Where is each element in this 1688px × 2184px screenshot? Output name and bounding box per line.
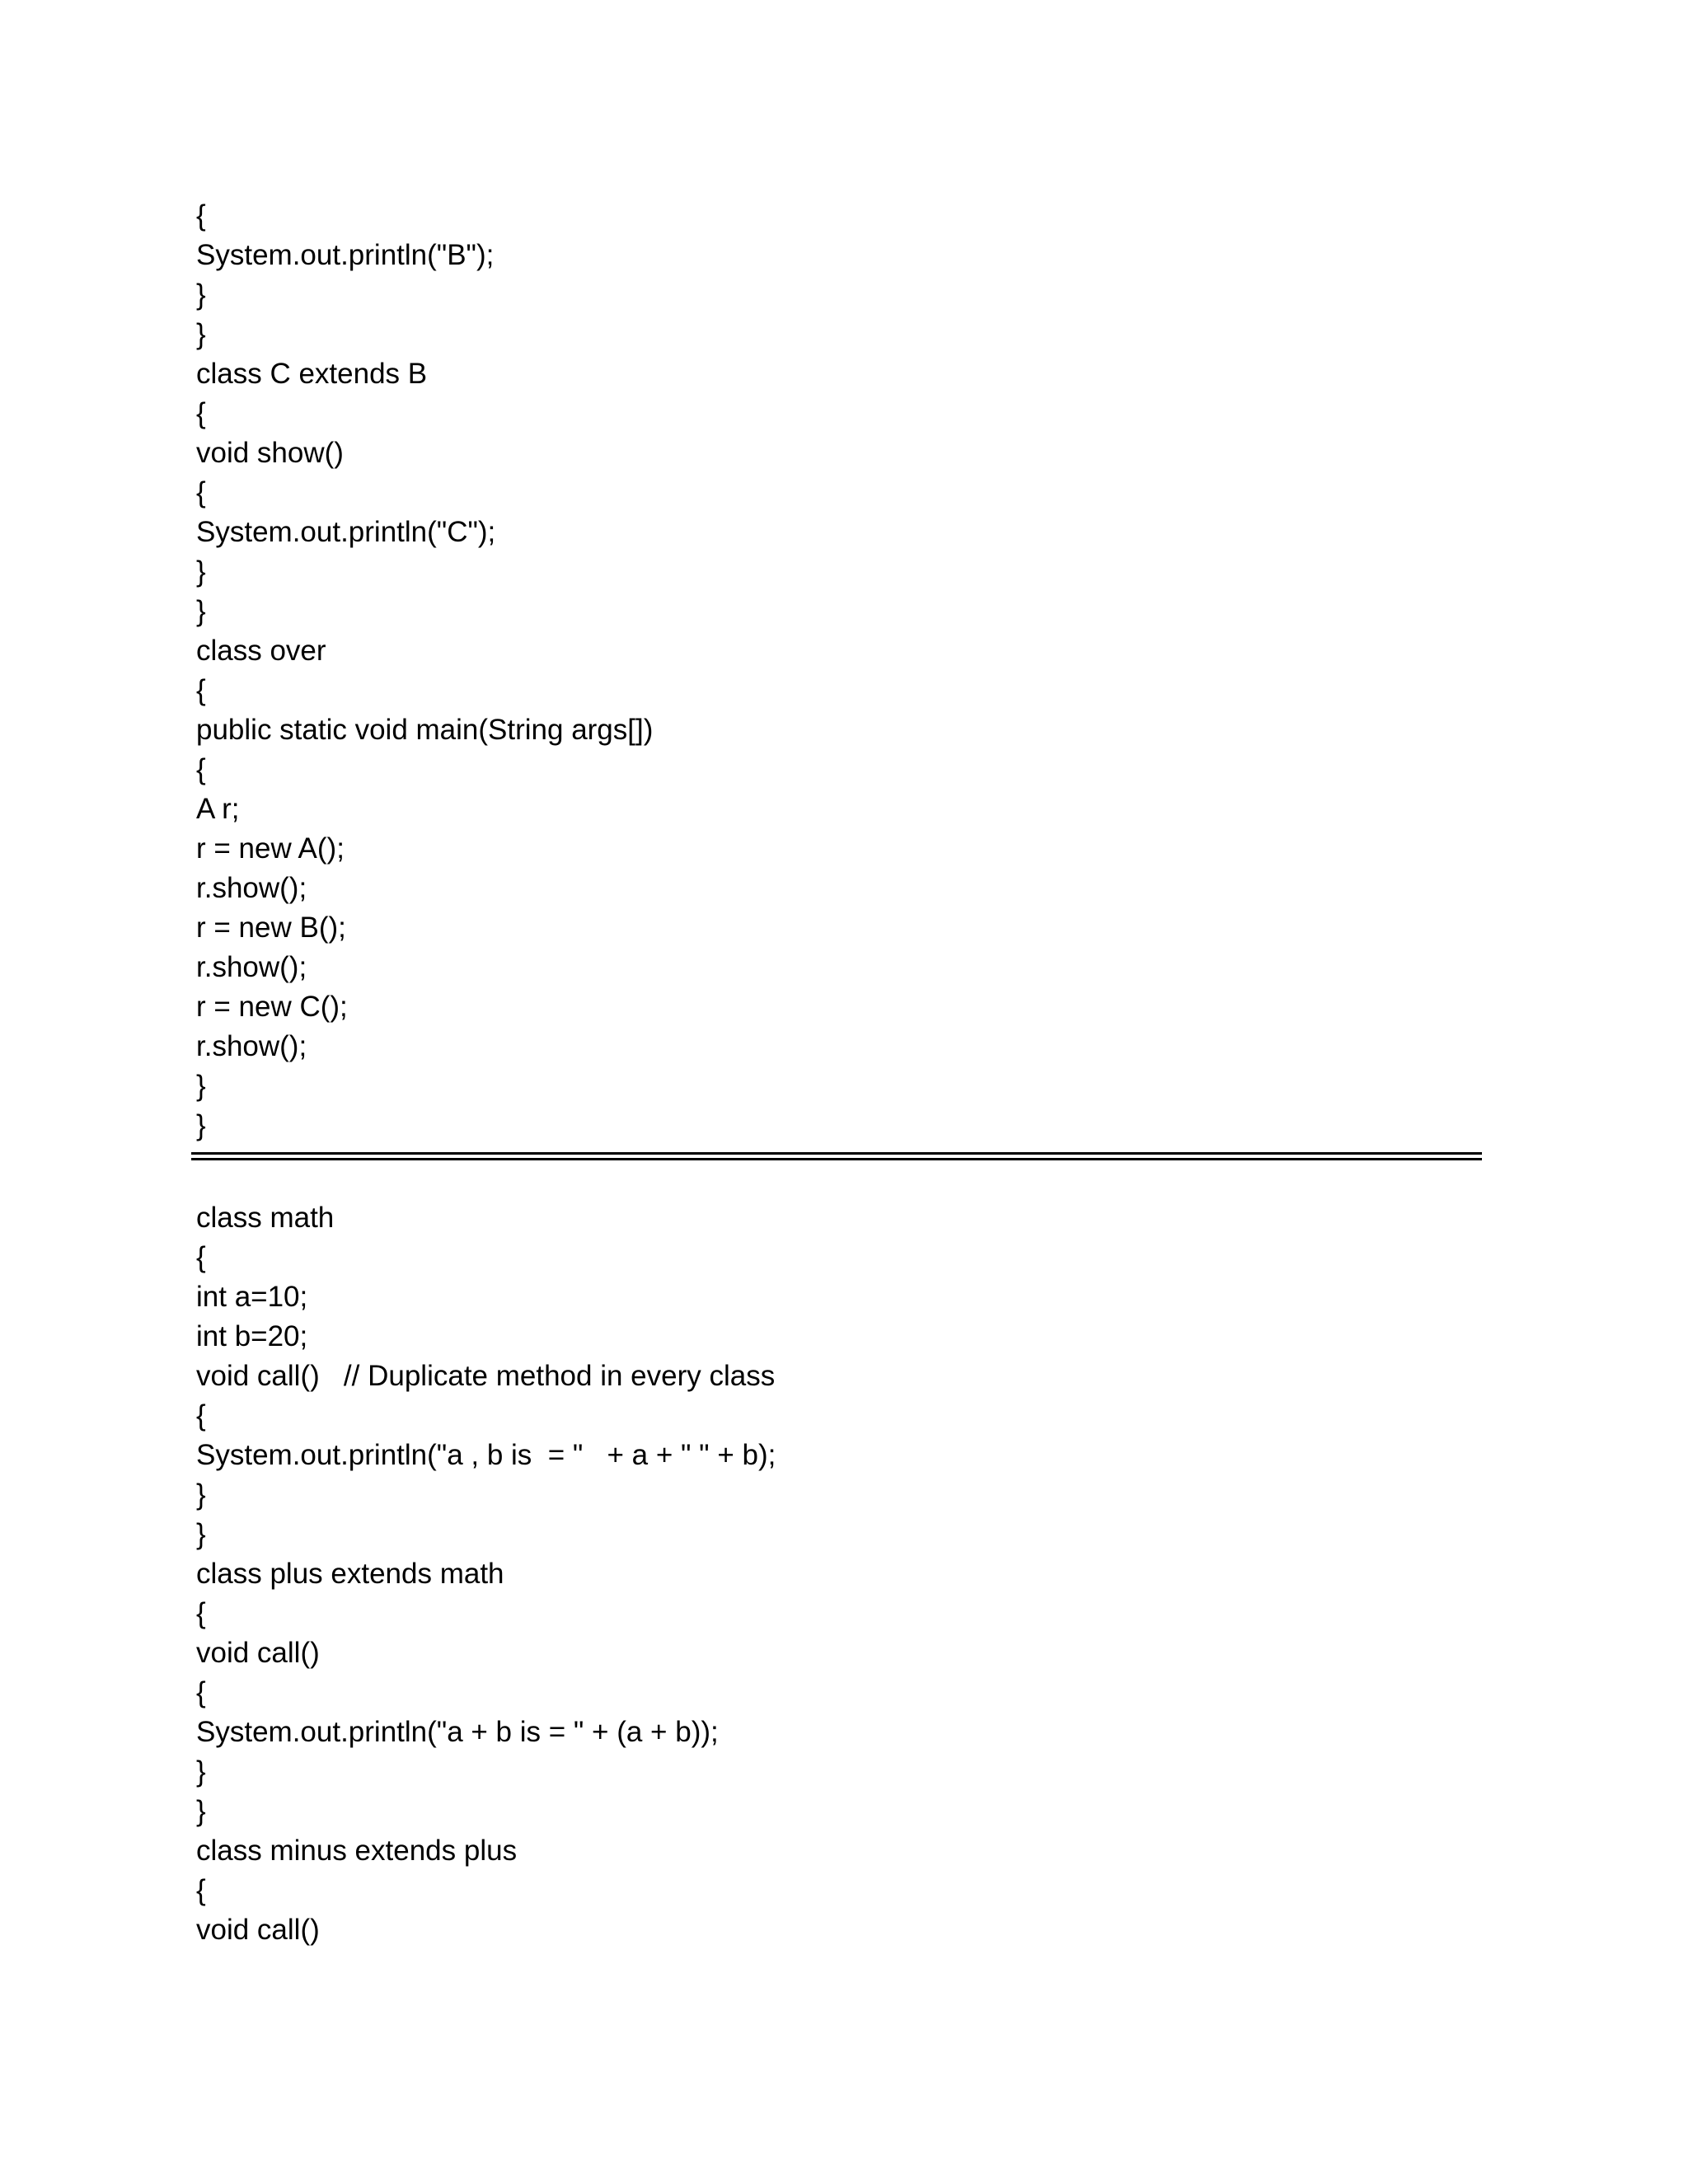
code-line: System.out.println("a , b is = " + a + " " + b); <box>196 1439 776 1471</box>
code-line: class math <box>196 1202 335 1234</box>
code-line: } <box>196 318 206 350</box>
code-line: class over <box>196 635 326 667</box>
code-line: System.out.println("a + b is = " + (a + b)); <box>196 1716 719 1748</box>
code-line: } <box>196 1755 206 1788</box>
code-line: System.out.println("B"); <box>196 239 495 271</box>
code-block-math-inheritance <box>196 1198 776 1950</box>
code-line: r.show(); <box>196 872 307 904</box>
code-line: } <box>196 1070 206 1102</box>
code-line: r.show(); <box>196 951 307 983</box>
code-block-polymorphism <box>196 196 653 1146</box>
section-divider-top-line <box>191 1152 1482 1155</box>
code-line: r = new B(); <box>196 912 346 944</box>
code-line: { <box>196 1399 206 1432</box>
code-line: { <box>196 1874 206 1906</box>
code-line: void show() <box>196 437 344 469</box>
code-line: void call() <box>196 1637 320 1669</box>
code-line: r.show(); <box>196 1030 307 1062</box>
code-line: } <box>196 1518 206 1550</box>
code-line: class minus extends plus <box>196 1835 518 1867</box>
code-line: r = new A(); <box>196 832 345 865</box>
code-line: r = new C(); <box>196 991 348 1023</box>
code-line: } <box>196 1109 206 1141</box>
code-line: void call() <box>196 1914 320 1946</box>
code-line: { <box>196 199 206 232</box>
code-line: } <box>196 1795 206 1827</box>
code-line: int a=10; <box>196 1281 308 1313</box>
code-line: { <box>196 674 206 706</box>
code-line: public static void main(String args[]) <box>196 714 654 746</box>
code-line: int b=20; <box>196 1320 308 1352</box>
code-line: { <box>196 753 206 785</box>
code-line: System.out.println("C"); <box>196 516 496 548</box>
code-line: class plus extends math <box>196 1558 504 1590</box>
section-divider-bottom-line <box>191 1158 1482 1160</box>
code-line: } <box>196 279 206 311</box>
code-line: } <box>196 555 206 588</box>
code-line: void call() // Duplicate method in every class <box>196 1360 776 1392</box>
code-line: } <box>196 595 206 627</box>
code-line: { <box>196 476 206 509</box>
code-line: class C extends B <box>196 358 428 390</box>
code-line: { <box>196 397 206 429</box>
code-line: { <box>196 1241 206 1273</box>
code-line: { <box>196 1676 206 1708</box>
code-line: } <box>196 1479 206 1511</box>
code-line: { <box>196 1597 206 1629</box>
code-line: A r; <box>196 793 240 825</box>
